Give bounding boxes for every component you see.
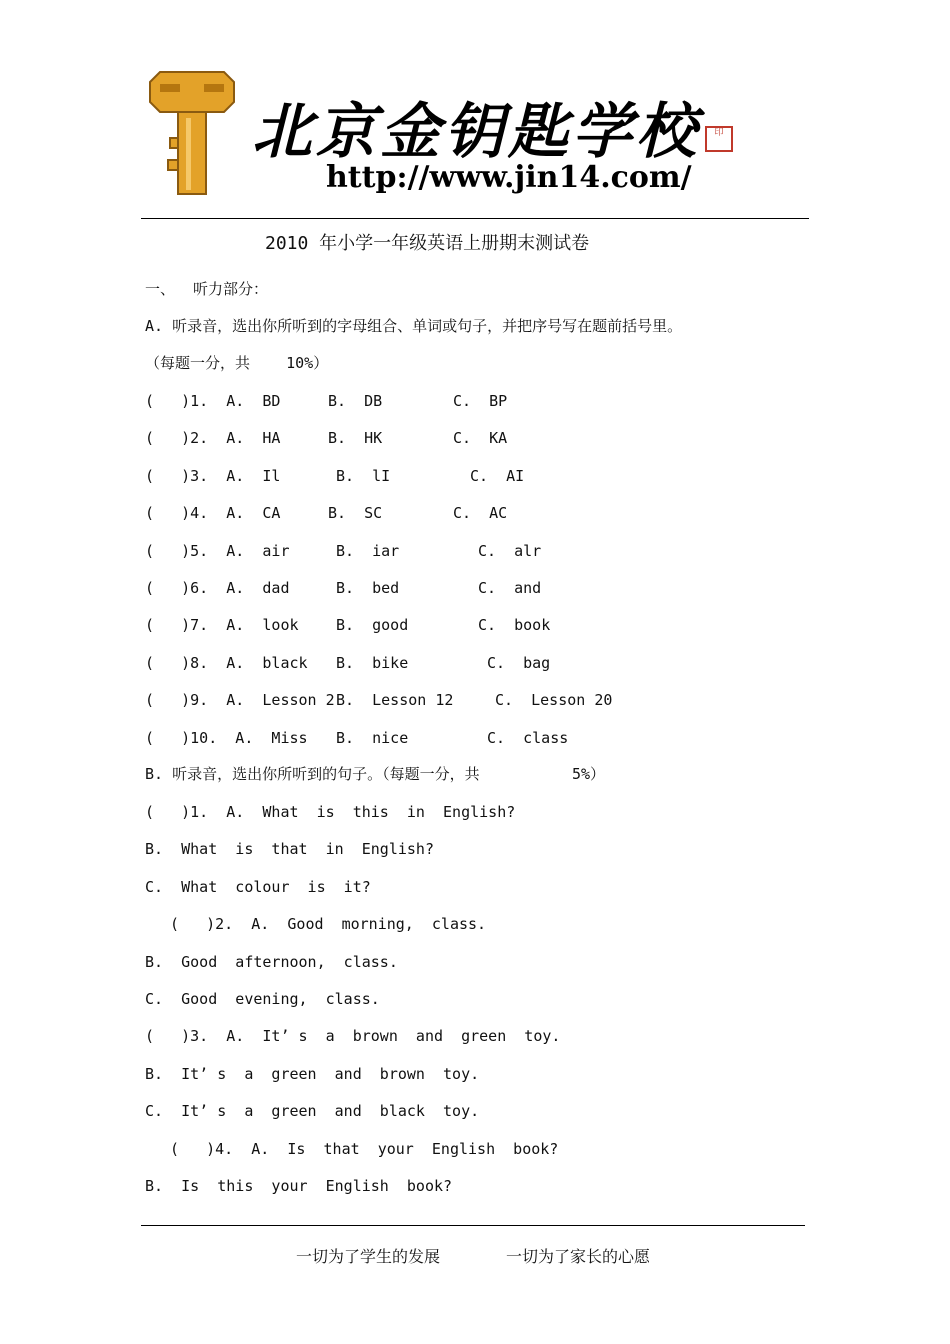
part-a-score: （每题一分，共 10%） (145, 354, 329, 372)
question-option-c: C. book (478, 616, 551, 635)
question-option-b: B. DB (328, 392, 383, 410)
question-option-c: C. class (487, 728, 569, 747)
seal-stamp: 印 (705, 126, 733, 152)
question-option-b: B. Lesson 12 (336, 691, 454, 710)
footer-right-slogan: 一切为了家长的心愿 (506, 1247, 651, 1266)
part-b-line: C. Good evening, class. (145, 990, 380, 1008)
question-option-b: B. bed (336, 579, 400, 597)
question-option-a: ( )7. A. look (145, 616, 299, 635)
school-url: http://www.jin14.com/ (326, 160, 692, 195)
part-b-instructions: B. 听录音，选出你所听到的句子。（每题一分，共 (145, 765, 480, 783)
header-divider (141, 218, 809, 219)
question-option-a: ( )5. A. air (145, 541, 290, 560)
question-option-b: B. HK (328, 429, 383, 448)
document-title: 2010 年小学一年级英语上册期末测试卷 (265, 233, 590, 254)
question-option-b: B. SC (328, 504, 383, 523)
part-b-line: ( )3. A. It’ s a brown and green toy. (145, 1027, 561, 1046)
question-option-a: ( )3. A. Il (145, 466, 281, 485)
question-option-a: ( )10. A. Miss (145, 728, 308, 747)
question-option-b: B. lI (336, 466, 391, 485)
question-option-c: C. alr (478, 541, 542, 560)
question-option-a: ( )6. A. dad (145, 579, 290, 597)
part-a-instructions: A. 听录音，选出你所听到的字母组合、单词或句子，并把序号写在题前括号里。 (145, 317, 683, 335)
question-option-b: B. nice (336, 728, 409, 747)
part-b-line: ( )1. A. What is this in English? (145, 803, 516, 821)
question-option-a: ( )1. A. BD (145, 392, 281, 410)
part-b-line: C. It’ s a green and black toy. (145, 1102, 480, 1121)
footer-left-slogan: 一切为了学生的发展 (296, 1247, 441, 1266)
part-b-line: B. What is that in English? (145, 840, 434, 859)
question-option-b: B. iar (336, 541, 400, 560)
part-b-line: C. What colour is it? (145, 877, 371, 896)
question-option-c: C. AI (470, 466, 525, 485)
question-option-c: C. AC (453, 504, 508, 523)
part-b-score: 5%） (572, 765, 606, 783)
question-option-a: ( )2. A. HA (145, 429, 281, 448)
school-header (140, 64, 810, 204)
question-option-c: C. bag (487, 653, 551, 672)
question-option-c: C. BP (453, 392, 508, 410)
question-option-b: B. good (336, 616, 409, 635)
question-option-a: ( )8. A. black (145, 653, 308, 672)
question-option-a: ( )4. A. CA (145, 504, 281, 523)
footer-divider (141, 1225, 805, 1226)
school-name-logo: 北京金钥匙学校 (252, 97, 700, 167)
part-b-line: ( )2. A. Good morning, class. (170, 915, 487, 934)
key-logo-icon (146, 68, 238, 198)
part-b-line: B. It’ s a green and brown toy. (145, 1064, 480, 1083)
section-heading: 一、 听力部分： (145, 280, 269, 298)
question-option-b: B. bike (336, 653, 409, 672)
part-b-line: B. Good afternoon, class. (145, 952, 398, 971)
question-option-c: C. and (478, 579, 542, 597)
question-option-c: C. KA (453, 429, 508, 448)
question-option-a: ( )9. A. Lesson 2 (145, 691, 335, 710)
part-b-line: ( )4. A. Is that your English book? (170, 1139, 559, 1158)
part-b-line: B. Is this your English book? (145, 1177, 453, 1195)
question-option-c: C. Lesson 20 (495, 691, 613, 710)
